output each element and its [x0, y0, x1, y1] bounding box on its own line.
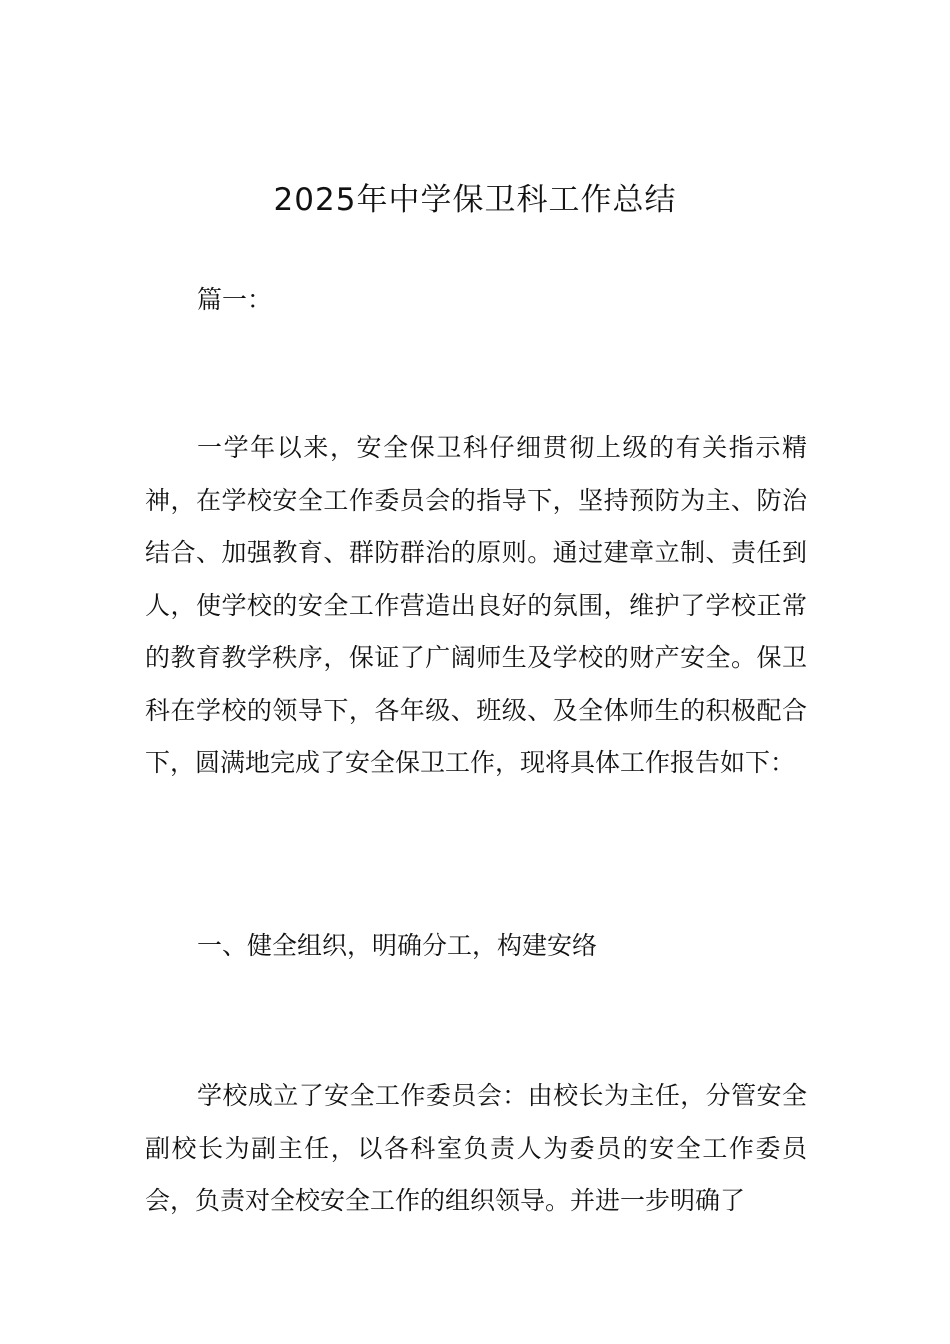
body-paragraph-intro: 一学年以来，安全保卫科仔细贯彻上级的有关指示精神，在学校安全工作委员会的指导下，坚持预防为主、防治结合、加强教育、群防群治的原则。通过建章立制、责任到人，使学校的安全工作营造出良好的氛围，维护了学校正常的教育教学秩序，保证了广阔师生及学校的财产安全。保卫科在学校的领导下，各年级、班级、及全体师生的积极配合下，圆满地完成了安全保卫工作，现将具体工作报告如下： — [145, 433, 807, 777]
section-heading-1: 一、健全组织，明确分工，构建安络 — [197, 931, 598, 960]
document-title: 2025年中学保卫科工作总结 — [273, 182, 677, 218]
part-label: 篇一： — [197, 285, 273, 314]
body-paragraph-organization: 学校成立了安全工作委员会：由校长为主任，分管安全副校长为副主任，以各科室负责人为委员的安全工作委员会，负责对全校安全工作的组织领导。并进一步明确了 — [145, 1081, 807, 1215]
